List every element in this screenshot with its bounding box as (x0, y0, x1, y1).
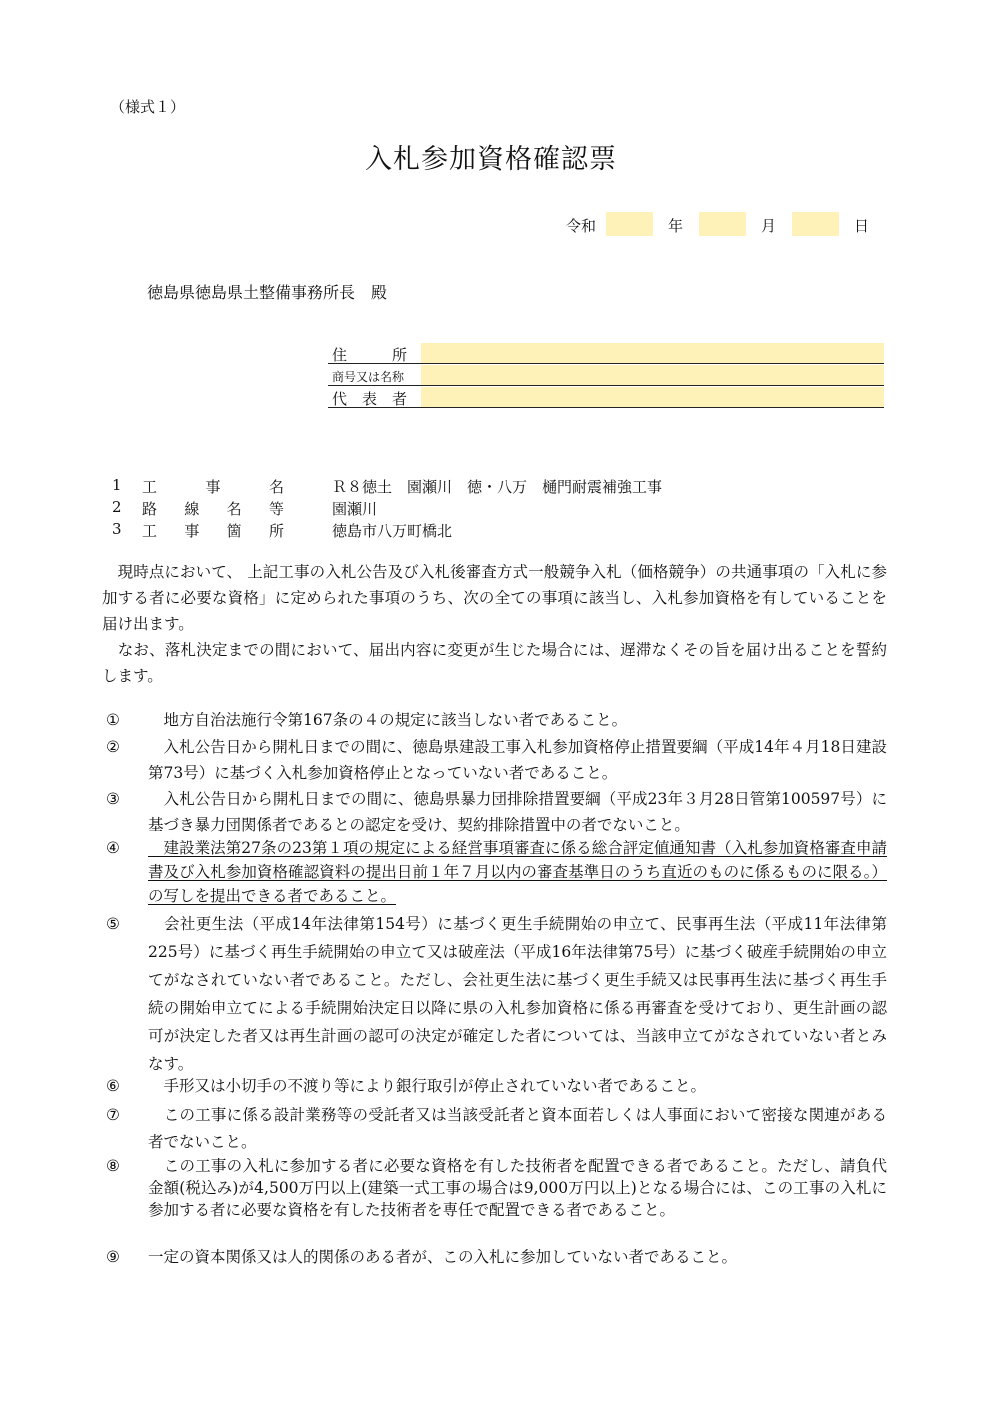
form-number: （様式１） (110, 98, 186, 116)
item-text: 一定の資本関係又は人的関係のある者が、この入札に参加していない者であること。 (148, 1248, 738, 1266)
project-name-value: Ｒ８徳土 園瀬川 徳・八万 樋門耐震補強工事 (332, 478, 663, 496)
item-text: この工事の入札に参加する者に必要な資格を有した技術者を配置できる者であること。ただし、請負代金額(税込み)が4,500万円以上(建築一式工事の場合は9,000万円以上)となる場合には、この工事の入札に参加する者に必要な資格を有した技術者を専任で配置できる者であること。 (148, 1157, 887, 1219)
key-char: 所 (268, 522, 284, 540)
address-label: 住 所 (332, 346, 408, 364)
project-key (142, 498, 284, 519)
item-number: ⑨ (106, 1248, 120, 1266)
key-char: 箇 (226, 522, 242, 540)
item-number: ③ (106, 790, 120, 808)
project-no: 3 (112, 520, 122, 538)
month-label: 月 (761, 217, 777, 235)
key-char: 工 (142, 522, 158, 540)
project-key (142, 520, 284, 541)
address-row (328, 342, 884, 364)
key-char: 工 (142, 478, 158, 496)
representative-row (328, 386, 884, 408)
month-input[interactable] (699, 212, 746, 236)
representative-label: 代 表 者 (332, 390, 408, 408)
item-number: ⑤ (106, 915, 120, 933)
item-number: ② (106, 738, 120, 756)
item-number: ④ (106, 839, 120, 857)
project-no: 2 (112, 498, 122, 516)
era-label: 令和 (566, 217, 597, 235)
company-input[interactable] (421, 365, 884, 385)
pledge-paragraph: なお、落札決定までの間において、届出内容に変更が生じた場合には、遅滞なくその旨を届け出ることを誓約します。 (102, 641, 887, 685)
key-char: 名 (268, 478, 284, 496)
company-row (328, 364, 884, 386)
item-number: ⑥ (106, 1077, 120, 1095)
declaration-paragraph: 現時点において、 上記工事の入札公告及び入札後審査方式一般競争入札（価格競争）の共通事項の「入札に参加する者に必要な資格」に定められた事項のうち、次の全ての事項に該当し、入札参加資格を有していることを届け出ます。 (102, 563, 887, 633)
item-text: 建設業法第27条の23第１項の規定による経営事項審査に係る総合評定値通知書（入札参加資格審査申請書及び入札参加資格確認資料の提出日前１年７月以内の審査基準日のうち直近のものに係るものに限る。）の写しを提出できる者であること。 (148, 839, 887, 905)
representative-input[interactable] (421, 387, 884, 407)
item-number: ① (106, 711, 120, 729)
day-label: 日 (854, 217, 870, 235)
project-key (142, 476, 284, 497)
addressee: 徳島県徳島県土整備事務所長 殿 (147, 283, 388, 302)
item-text: 会社更生法（平成14年法律第154号）に基づく更生手続開始の申立て、民事再生法（平成11年法律第225号）に基づく再生手続開始の申立て又は破産法（平成16年法律第75号）に基づく破産手続開始の申立てがなされていない者であること。ただし、会社更生法に基づく更生手続又は民事再生法に基づく再生手続の開始申立てによる手続開始決定日以降に県の入札参加資格に係る再審査を受けており、更生計画の認可が決定した者又は再生計画の認可の決定が確定した者については、当該申立てがなされていない者とみなす。 (148, 915, 887, 1073)
item-text: 手形又は小切手の不渡り等により銀行取引が停止されていない者であること。 (148, 1077, 707, 1095)
item-text: 地方自治法施行令第167条の４の規定に該当しない者であること。 (148, 711, 628, 729)
address-input[interactable] (421, 343, 884, 363)
item-text: 入札公告日から開札日までの間に、徳島県建設工事入札参加資格停止措置要綱（平成14年４月18日建設第73号）に基づく入札参加資格停止となっていない者であること。 (148, 738, 887, 782)
location-value: 徳島市八万町橋北 (332, 522, 453, 540)
year-label: 年 (668, 217, 684, 235)
project-no: 1 (112, 476, 122, 494)
year-input[interactable] (606, 212, 653, 236)
key-char: 線 (184, 500, 200, 518)
key-char: 事 (205, 478, 221, 496)
route-value: 園瀬川 (332, 500, 378, 518)
item-text: この工事に係る設計業務等の受託者又は当該受託者と資本面若しくは人事面において密接な関連がある者でないこと。 (148, 1106, 887, 1151)
day-input[interactable] (792, 212, 839, 236)
key-char: 路 (142, 500, 158, 518)
company-label: 商号又は名称 (332, 370, 405, 384)
item-text: 入札公告日から開札日までの間に、徳島県暴力団排除措置要綱（平成23年３月28日管第100597号）に基づき暴力団関係者であるとの認定を受け、契約排除措置中の者でないこと。 (148, 790, 887, 834)
key-char: 名 (226, 500, 242, 518)
applicant-block (328, 342, 884, 408)
item-number: ⑧ (106, 1157, 120, 1175)
key-char: 等 (268, 500, 284, 518)
document-title: 入札参加資格確認票 (365, 144, 617, 175)
item-number: ⑦ (106, 1106, 120, 1124)
key-char: 事 (184, 522, 200, 540)
